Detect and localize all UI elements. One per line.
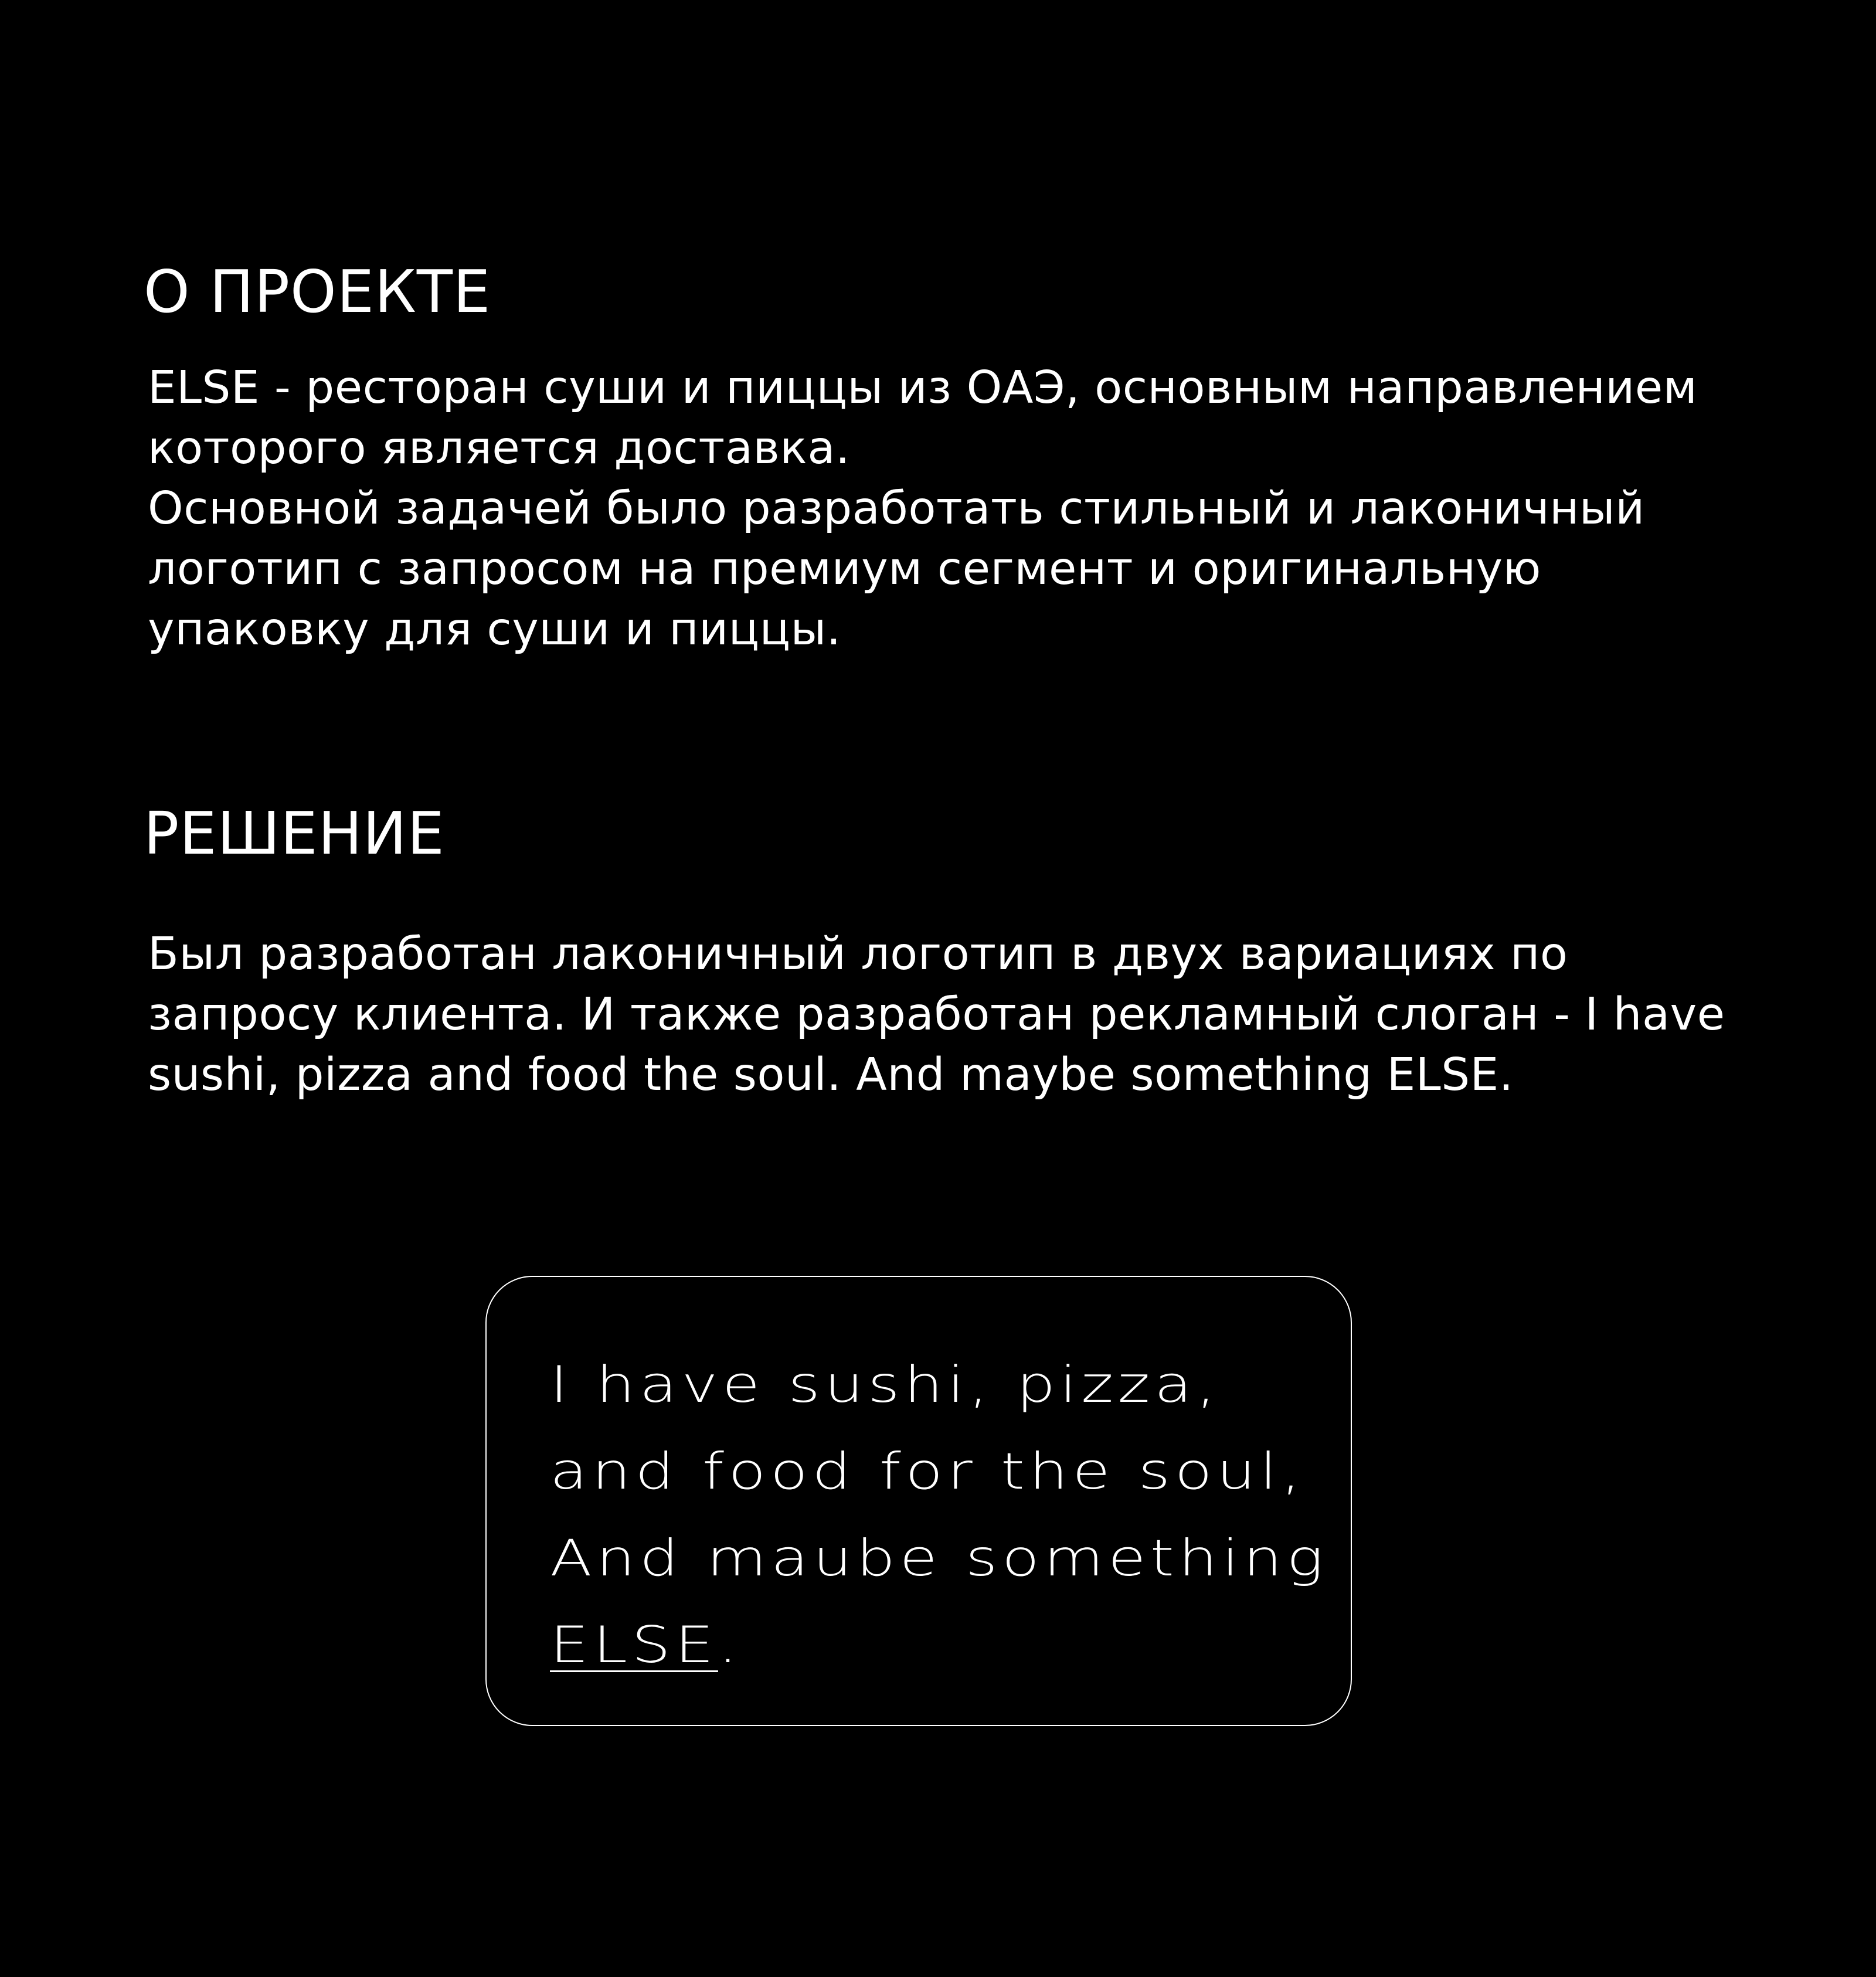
about-line: ELSE - ресторан суши и пиццы из ОАЭ, основным направлением	[148, 362, 1698, 414]
about-line: упаковку для суши и пиццы.	[148, 603, 841, 655]
slogan-line: I have sushi, pizza,	[550, 1356, 1221, 1414]
solution-paragraph	[148, 924, 1766, 1105]
about-line: которого является доставка.	[148, 422, 850, 474]
slogan-period: .	[718, 1616, 742, 1674]
about-paragraph	[148, 358, 1766, 660]
slogan-line: And maube something	[550, 1529, 1328, 1588]
about-line: Основной задачей было разработать стильный и лаконичный	[148, 483, 1645, 535]
solution-line: sushi, pizza and food the soul. And maybe something ELSE.	[148, 1049, 1514, 1101]
about-line: логотип с запросом на премиум сегмент и оригинальную	[148, 543, 1541, 595]
solution-line: запросу клиента. И также разработан рекламный слоган - I have	[148, 988, 1725, 1041]
slogan-last-line	[550, 1602, 1328, 1689]
slogan-line: and food for the soul,	[550, 1442, 1306, 1501]
slogan-brand-word: ELSE	[550, 1616, 718, 1674]
about-heading: О ПРОЕКТЕ	[144, 257, 491, 326]
slogan-card	[485, 1276, 1352, 1726]
slogan-text	[550, 1341, 1328, 1689]
solution-heading: РЕШЕНИЕ	[144, 799, 445, 868]
solution-line: Был разработан лаконичный логотип в двух вариациях по	[148, 928, 1568, 980]
